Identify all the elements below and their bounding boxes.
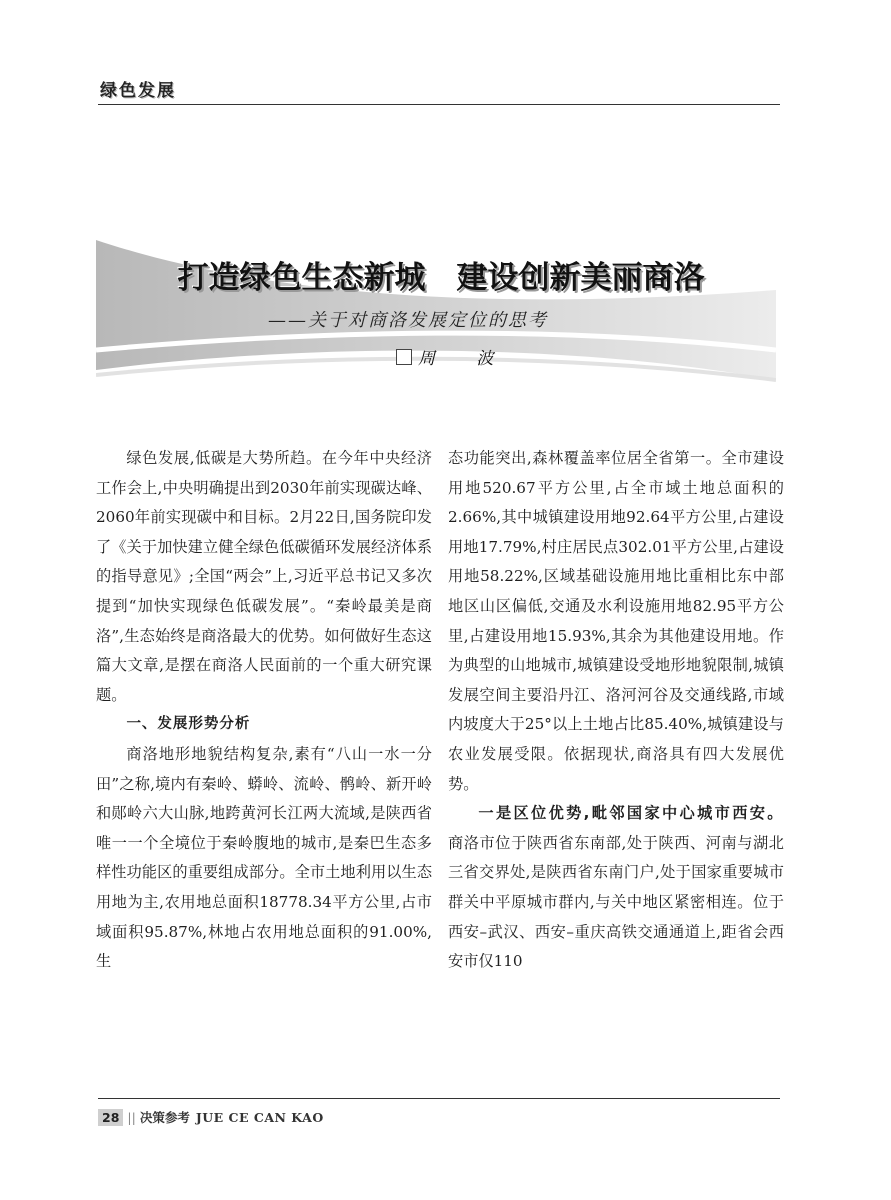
author-line [396,344,511,369]
advantage-text: 商洛市位于陕西省东南部,处于陕西、河南与湖北三省交界处,是陕西省东南门户,处于国家重要城市群关中平原城市群内,与关中地区紧密相连。位于西安–武汉、西安–重庆高铁交通通道上,距省会西安市仅110 [448,833,784,971]
right-column [448,444,784,977]
journal-name-cn: 决策参考 [139,1110,190,1125]
page-number: 28 [98,1109,123,1126]
article-title: 打造绿色生态新城 建设创新美丽商洛 [177,260,705,296]
advantage-paragraph [448,799,784,977]
author-name: 周 波 [418,349,512,369]
terrain-paragraph: 商洛地形地貌结构复杂,素有“八山一水一分田”之称,境内有秦岭、蟒岭、流岭、鹘岭、新开岭和郧岭六大山脉,地跨黄河长江两大流域,是陕西省唯一一个全境位于秦岭腹地的城市,是秦巴生态多样性功能区的重要组成部分。全市土地利用以生态用地为主,农用地总面积18778.34平方公里,占市域面积95.87%,林地占农用地总面积的91.00%,生 [96,744,432,971]
journal-name-en: JUE CE CAN KAO [195,1109,324,1125]
intro-paragraph: 绿色发展,低碳是大势所趋。在今年中央经济工作会上,中央明确提出到2030年前实现碳达峰、2060年前实现碳中和目标。2月22日,国务院印发了《关于加快建立健全绿色低碳循环发展经济体系的指导意见》;全国“两会”上,习近平总书记又多次提到“加快实现绿色低碳发展”。“秦岭最美是商洛”,生态始终是商洛最大的优势。如何做好生态这篇大文章,是摆在商洛人民面前的一个重大研究课题。 [96,449,432,704]
advantage-lead: 一是区位优势,毗邻国家中心城市西安。 [478,804,784,823]
article-subtitle: ——关于对商洛发展定位的思考 [268,310,548,331]
author-box-icon [396,349,412,365]
footer-separator: || [127,1109,136,1125]
left-column [96,444,432,977]
land-use-paragraph: 态功能突出,森林覆盖率位居全省第一。全市建设用地520.67平方公里,占全市域土地总面积的2.66%,其中城镇建设用地92.64平方公里,占建设用地17.79%,村庄居民点302.01平方公里,占建设用地58.22%,区域基础设施用地比重相比东中部地区山区偏低,交通及水利设施用地82.95平方公里,占建设用地15.93%,其余为其他建设用地。作为典型的山地城市,城镇建设受地形地貌限制,城镇发展空间主要沿丹江、洛河河谷及交通线路,市域内坡度大于25°以上土地占比85.40%,城镇建设与农业发展受限。依据现状,商洛具有四大发展优势。 [448,449,784,793]
page-footer [98,1108,324,1126]
section-tag: 绿色发展 [100,81,176,101]
section-heading: 一、发展形势分析 [126,716,251,733]
header-rule [98,104,780,105]
footer-rule [98,1098,780,1099]
